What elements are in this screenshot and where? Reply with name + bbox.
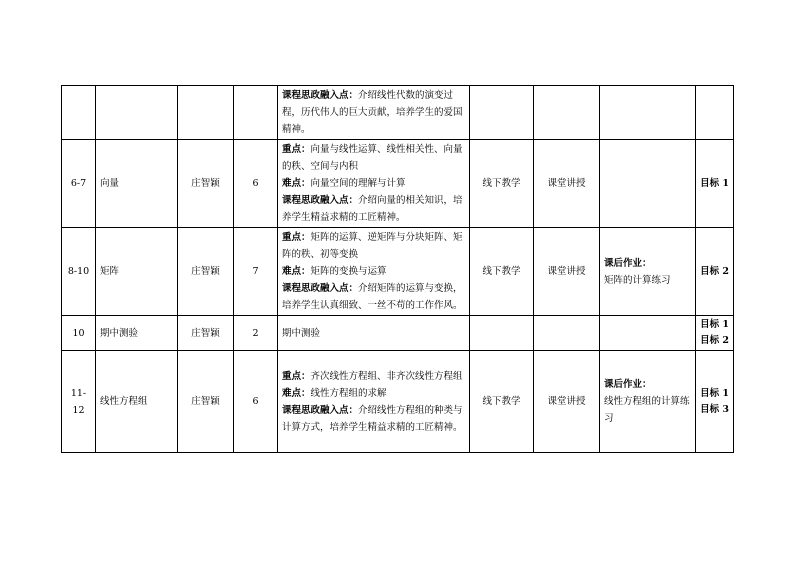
topic-cell: 矩阵 <box>96 228 178 316</box>
content-line <box>282 325 465 342</box>
method-cell: 线下教学 <box>470 140 534 228</box>
homework-title: 课后作业： <box>604 379 652 390</box>
topic-cell: 线性方程组 <box>96 351 178 453</box>
content-text: 向量与线性运算、线性相关性、向量的秩、空间与内积 <box>282 144 463 172</box>
form-cell: 课堂讲授 <box>534 351 600 453</box>
content-line <box>282 263 465 280</box>
content-line <box>282 87 465 138</box>
content-line <box>282 385 465 402</box>
goal-cell <box>696 140 734 228</box>
content-line <box>282 229 465 263</box>
content-line <box>282 402 465 436</box>
teacher-cell: 庄智颖 <box>178 140 234 228</box>
content-cell <box>278 86 470 140</box>
homework-title: 课后作业： <box>604 257 652 269</box>
content-line <box>282 192 465 226</box>
content-text: 齐次线性方程组、非齐次线性方程组 <box>310 370 463 382</box>
homework-cell <box>600 351 696 453</box>
content-text: 介绍向量的相关知识，培养学生精益求精的工匠精神。 <box>282 195 463 223</box>
form-cell: 课堂讲授 <box>534 140 600 228</box>
goal-label: 目标 1 <box>700 319 729 330</box>
goal-cell <box>696 228 734 316</box>
homework-cell <box>600 228 696 316</box>
table-row <box>62 140 734 228</box>
content-line <box>282 280 465 314</box>
content-label: 课程思政融入点： <box>282 404 359 416</box>
content-label: 难点： <box>282 387 311 399</box>
content-label: 重点： <box>282 370 311 382</box>
goal-label: 目标 3 <box>700 403 729 415</box>
table-row <box>62 316 734 351</box>
week-cell <box>62 86 96 140</box>
content-cell <box>278 316 470 351</box>
content-text: 向量空间的理解与计算 <box>310 178 406 189</box>
homework-cell <box>600 140 696 228</box>
content-line <box>282 141 465 175</box>
table-row <box>62 351 734 453</box>
hours-cell: 6 <box>234 351 278 453</box>
homework-cell <box>600 316 696 351</box>
method-cell: 线下教学 <box>470 228 534 316</box>
goal-label: 目标 2 <box>700 335 729 346</box>
teacher-cell: 庄智颖 <box>178 351 234 453</box>
method-cell <box>470 316 534 351</box>
week-cell: 8-10 <box>62 228 96 316</box>
topic-cell: 向量 <box>96 140 178 228</box>
goal-cell <box>696 351 734 453</box>
hours-cell: 7 <box>234 228 278 316</box>
hours-cell: 6 <box>234 140 278 228</box>
homework-cell <box>600 86 696 140</box>
content-cell <box>278 140 470 228</box>
content-label: 课程思政融入点： <box>282 283 359 294</box>
content-text: 矩阵的运算、逆矩阵与分块矩阵、矩阵的秩、初等变换 <box>282 232 463 260</box>
form-cell <box>534 316 600 351</box>
hours-cell: 2 <box>234 316 278 351</box>
content-text: 介绍线性代数的演变过程，历代伟人的巨大贡献，培养学生的爱国精神。 <box>282 90 463 135</box>
form-cell: 课堂讲授 <box>534 228 600 316</box>
topic-cell <box>96 86 178 140</box>
table-body <box>62 86 734 453</box>
goal-label: 目标 1 <box>700 177 729 189</box>
content-label: 难点： <box>282 178 311 189</box>
teacher-cell: 庄智颖 <box>178 316 234 351</box>
week-cell: 6-7 <box>62 140 96 228</box>
content-text: 介绍线性方程组的种类与计算方式，培养学生精益求精的工匠精神。 <box>282 404 463 433</box>
content-label: 重点： <box>282 144 311 155</box>
content-label: 难点： <box>282 266 311 277</box>
content-label: 课程思政融入点： <box>282 195 359 206</box>
method-cell: 线下教学 <box>470 351 534 453</box>
table-row <box>62 86 734 140</box>
goal-label: 目标 2 <box>700 265 729 277</box>
content-cell <box>278 351 470 453</box>
teacher-cell <box>178 86 234 140</box>
form-cell <box>534 86 600 140</box>
course-schedule-table <box>61 85 734 453</box>
content-text: 期中测验 <box>282 327 321 339</box>
content-label: 重点： <box>282 232 311 243</box>
content-text: 线性方程组的求解 <box>310 387 387 399</box>
homework-text: 矩阵的计算练习 <box>604 274 671 286</box>
week-cell: 10 <box>62 316 96 351</box>
goal-cell <box>696 86 734 140</box>
content-text: 介绍矩阵的运算与变换，培养学生认真细致、一丝不苟的工作作风。 <box>282 283 463 311</box>
teacher-cell: 庄智颖 <box>178 228 234 316</box>
content-label: 课程思政融入点： <box>282 90 359 101</box>
table-row <box>62 228 734 316</box>
goal-cell <box>696 316 734 351</box>
content-cell <box>278 228 470 316</box>
topic-cell: 期中测验 <box>96 316 178 351</box>
content-line <box>282 368 465 385</box>
content-line <box>282 175 465 192</box>
hours-cell <box>234 86 278 140</box>
homework-text: 线性方程组的计算练习 <box>604 396 690 424</box>
goal-label: 目标 1 <box>700 387 729 399</box>
week-cell: 11-12 <box>62 351 96 453</box>
content-text: 矩阵的变换与运算 <box>310 266 387 277</box>
method-cell <box>470 86 534 140</box>
